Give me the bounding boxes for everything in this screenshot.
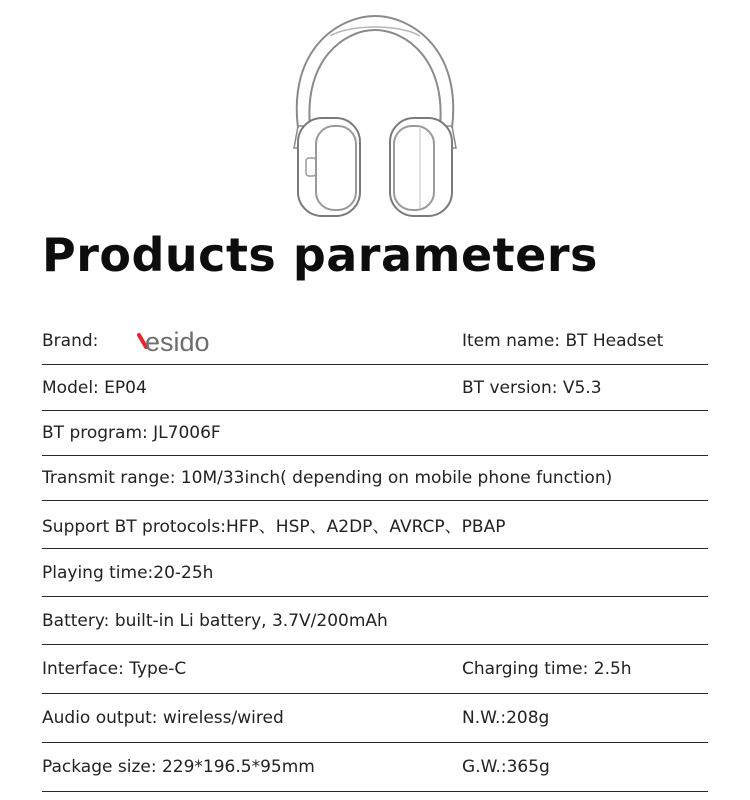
spec-row bbox=[42, 645, 708, 694]
page-title: Products parameters bbox=[42, 228, 598, 282]
bt-program-text: BT program: JL7006F bbox=[42, 423, 221, 443]
bt-protocols-text: Support BT protocols:HFP、HSP、A2DP、AVRCP、PBAP bbox=[42, 517, 506, 537]
spec-row bbox=[42, 597, 708, 645]
spec-row bbox=[42, 694, 708, 743]
brand-label: Brand: bbox=[42, 331, 99, 351]
spec-row bbox=[42, 411, 708, 456]
headphones-illustration-icon bbox=[270, 8, 480, 218]
net-weight-text: N.W.:208g bbox=[462, 708, 550, 728]
svg-text:esido: esido bbox=[145, 327, 210, 357]
spec-row-brand bbox=[42, 318, 708, 365]
spec-row bbox=[42, 501, 708, 549]
item-name: Item name: BT Headset bbox=[462, 331, 664, 351]
spec-row bbox=[42, 365, 708, 411]
interface-text: Interface: Type-C bbox=[42, 659, 187, 679]
package-size-text: Package size: 229*196.5*95mm bbox=[42, 757, 315, 777]
transmit-range-text: Transmit range: 10M/33inch( depending on mobile phone function) bbox=[42, 468, 613, 488]
spec-row bbox=[42, 743, 708, 792]
brand-logo bbox=[137, 318, 247, 364]
gross-weight-text: G.W.:365g bbox=[462, 757, 550, 777]
playing-time-text: Playing time:20-25h bbox=[42, 562, 214, 583]
yesido-logo-icon bbox=[137, 324, 247, 358]
product-image-area bbox=[0, 0, 750, 225]
charging-time-text: Charging time: 2.5h bbox=[462, 659, 632, 679]
audio-output-text: Audio output: wireless/wired bbox=[42, 708, 284, 728]
spec-table bbox=[42, 318, 708, 792]
battery-text: Battery: built-in Li battery, 3.7V/200mAh bbox=[42, 610, 388, 631]
spec-row bbox=[42, 549, 708, 597]
model-text: Model: EP04 bbox=[42, 377, 147, 398]
bt-version-text: BT version: V5.3 bbox=[462, 377, 602, 398]
spec-row bbox=[42, 456, 708, 501]
